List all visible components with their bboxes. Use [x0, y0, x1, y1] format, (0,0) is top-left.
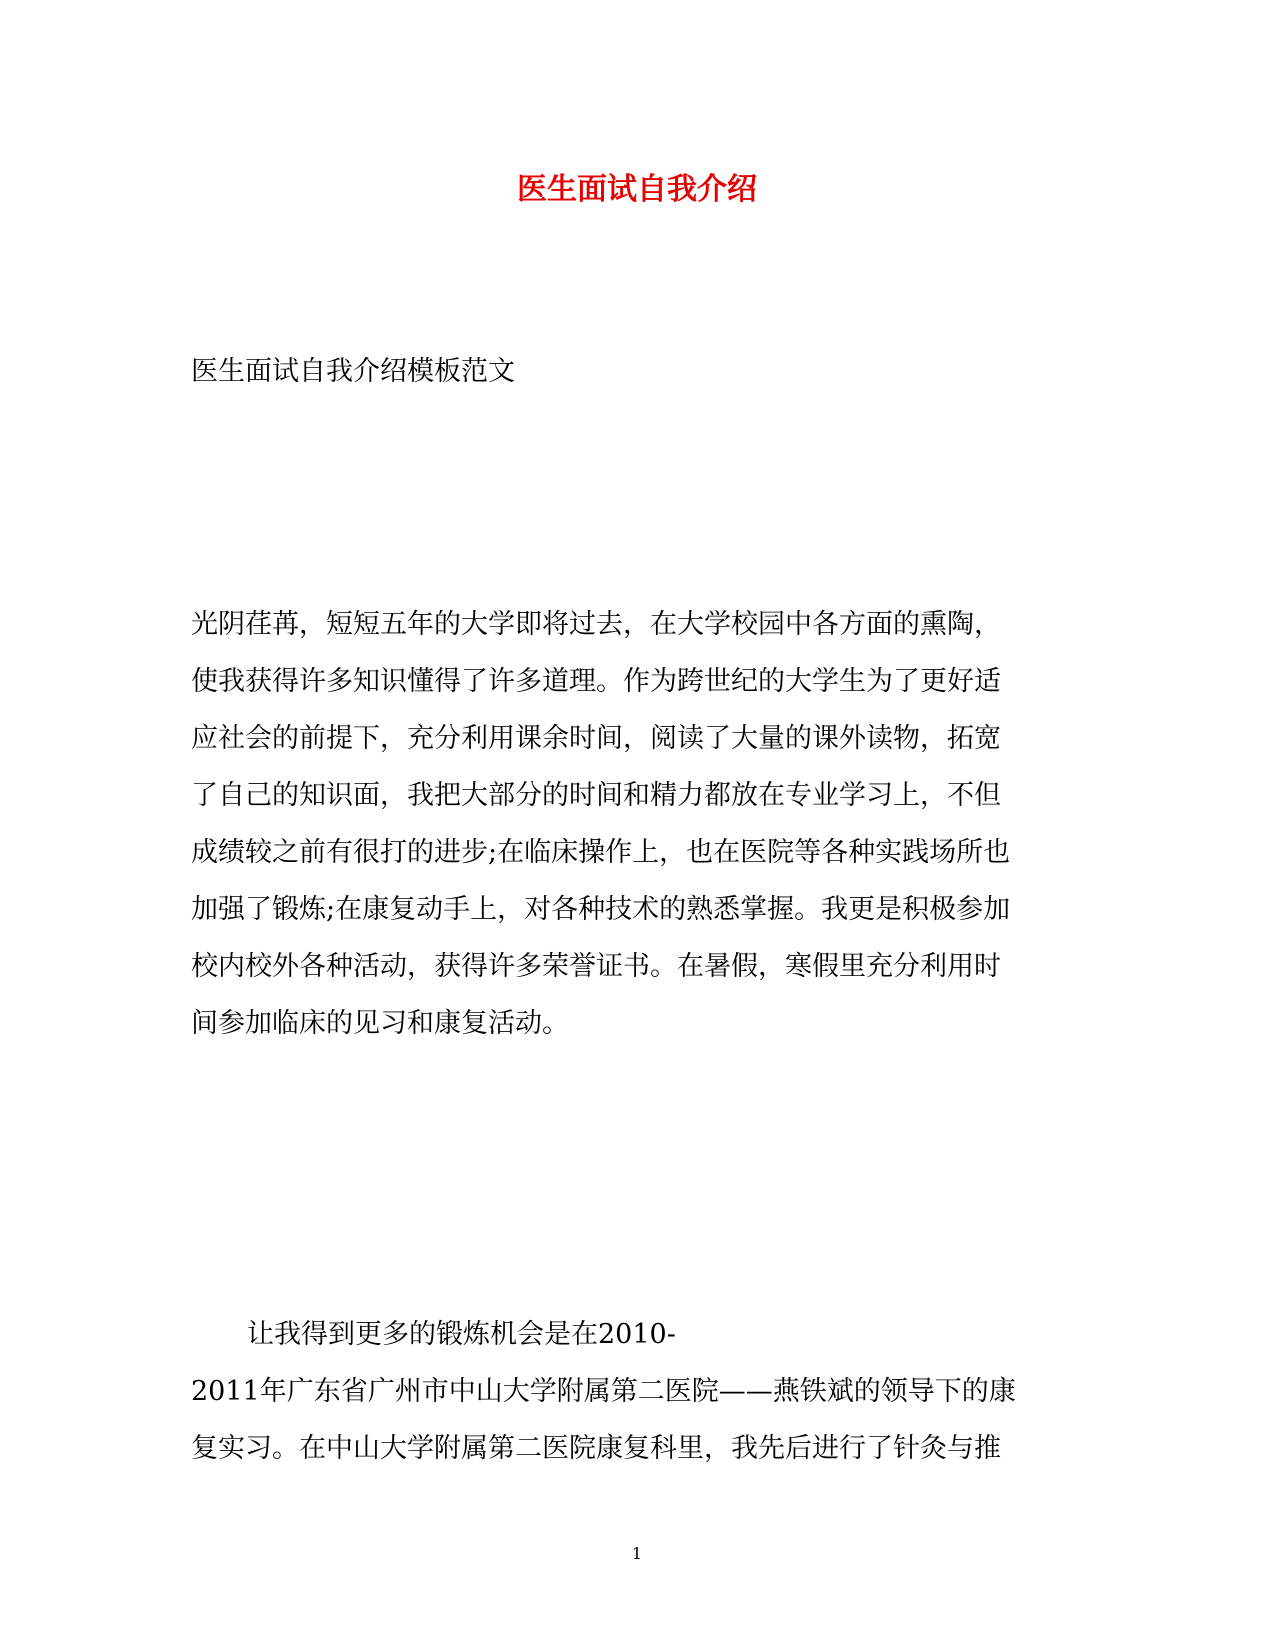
document-title: 医生面试自我介绍 — [517, 172, 757, 207]
paragraph-line: 复实习。在中山大学附属第二医院康复科里，我先后进行了针灸与推 — [191, 1433, 1001, 1464]
paragraph-line: 了自己的知识面，我把大部分的时间和精力都放在专业学习上，不但 — [191, 780, 1001, 811]
paragraph-line: 应社会的前提下，充分利用课余时间，阅读了大量的课外读物，拓宽 — [191, 723, 1001, 754]
paragraph-line: 加强了锻炼;在康复动手上，对各种技术的熟悉掌握。我更是积极参加 — [191, 894, 1011, 925]
paragraph-line: 校内校外各种活动，获得许多荣誉证书。在暑假，寒假里充分利用时 — [191, 951, 1001, 982]
page-number: 1 — [631, 1544, 643, 1563]
paragraph-2 — [191, 1310, 1016, 1481]
document-subtitle: 医生面试自我介绍模板范文 — [191, 356, 515, 387]
paragraph-line: 让我得到更多的锻炼机会是在2010- — [247, 1319, 676, 1350]
paragraph-1 — [191, 600, 1010, 1056]
paragraph-line: 使我获得许多知识懂得了许多道理。作为跨世纪的大学生为了更好适 — [191, 666, 1001, 697]
paragraph-line: 光阴荏苒，短短五年的大学即将过去，在大学校园中各方面的熏陶， — [191, 609, 1001, 640]
paragraph-line: 2011年广东省广州市中山大学附属第二医院——燕铁斌的领导下的康 — [191, 1376, 1016, 1407]
paragraph-line: 成绩较之前有很打的进步;在临床操作上，也在医院等各种实践场所也 — [191, 837, 1011, 868]
paragraph-line: 间参加临床的见习和康复活动。 — [191, 1008, 569, 1039]
